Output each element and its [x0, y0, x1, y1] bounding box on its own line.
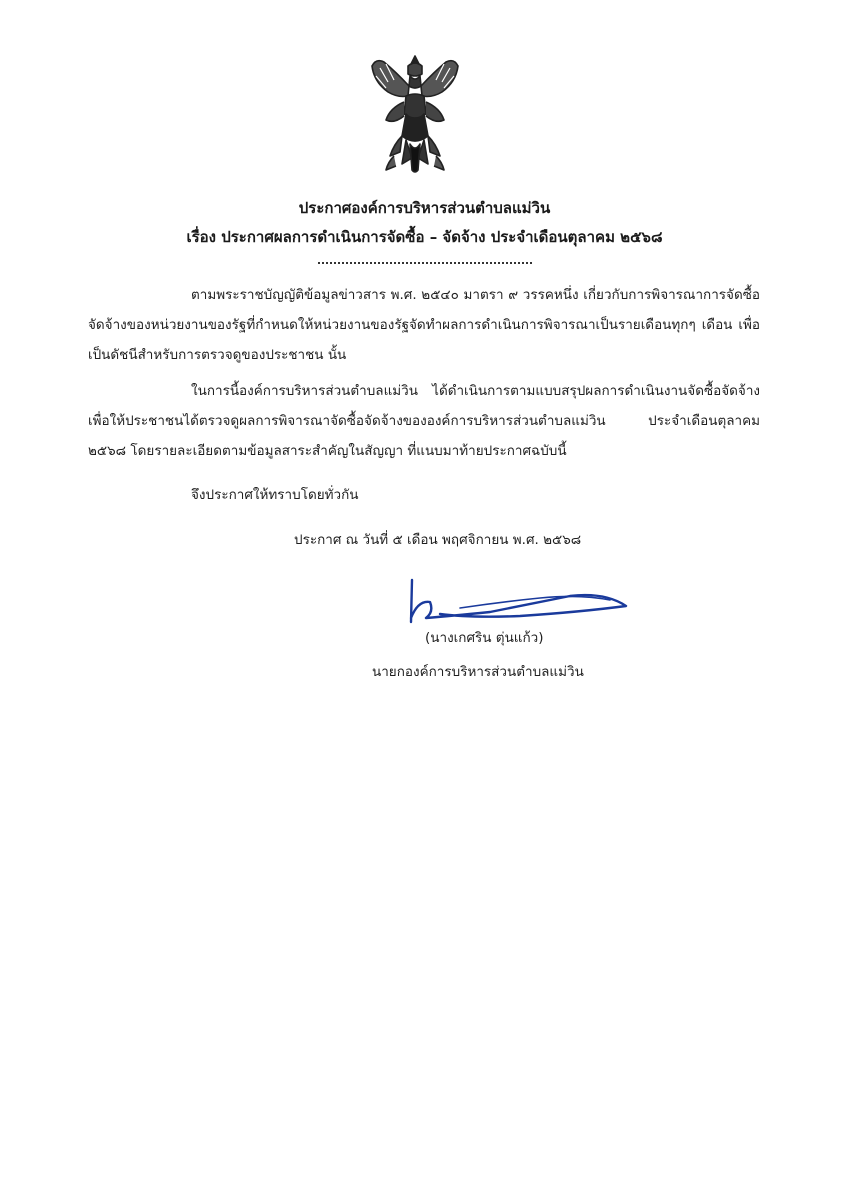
signer-name: (นางเกศริน ตุ่นแก้ว): [425, 630, 544, 646]
body-paragraph-procurement-summary: ในการนี้องค์การบริหารส่วนตำบลแม่วิน ได้ดำเนินการตามแบบสรุปผลการดำเนินงานจัดซื้อจัดจ้าง เพื่อให้ประชาชนได้ตรวจดูผลการพิจารณาจัดซื้อจัดจ้างขององค์การบริหารส่วนตำบลแม่วิน ประจำเดือนตุลาคม ๒๕๖๘ โดยรายละเอียดตามข้อมูลสาระสำคัญในสัญญา ที่แนบมาท้ายประกาศฉบับนี้: [88, 383, 760, 459]
signer-position: นายกองค์การบริหารส่วนตำบลแม่วิน: [372, 664, 584, 680]
body-paragraph-closing: จึงประกาศให้ทราบโดยทั่วกัน: [191, 487, 359, 503]
handwritten-signature: [400, 572, 640, 632]
announcement-issuer-title: ประกาศองค์การบริหารส่วนตำบลแม่วิน: [298, 199, 551, 217]
body-paragraph-legal-basis: ตามพระราชบัญญัติข้อมูลข่าวสาร พ.ศ. ๒๕๔๐ มาตรา ๙ วรรคหนึ่ง เกี่ยวกับการพิจารณาการจัดซื้อจัดจ้างของหน่วยงานของรัฐที่กำหนดให้หน่วยงานของรัฐจัดทำผลการดำเนินการพิจารณาเป็นรายเดือนทุกๆ เดือน เพื่อเป็นดัชนีสำหรับการตรวจดูของประชาชน นั้น: [88, 287, 760, 363]
garuda-emblem-icon: [366, 52, 464, 176]
announcement-date: ประกาศ ณ วันที่ ๕ เดือน พฤศจิกายน พ.ศ. ๒๕๖๘: [294, 532, 582, 548]
announcement-subject-title: เรื่อง ประกาศผลการดำเนินการจัดซื้อ – จัดจ้าง ประจำเดือนตุลาคม ๒๕๖๘: [186, 228, 663, 246]
title-divider: [318, 262, 532, 264]
